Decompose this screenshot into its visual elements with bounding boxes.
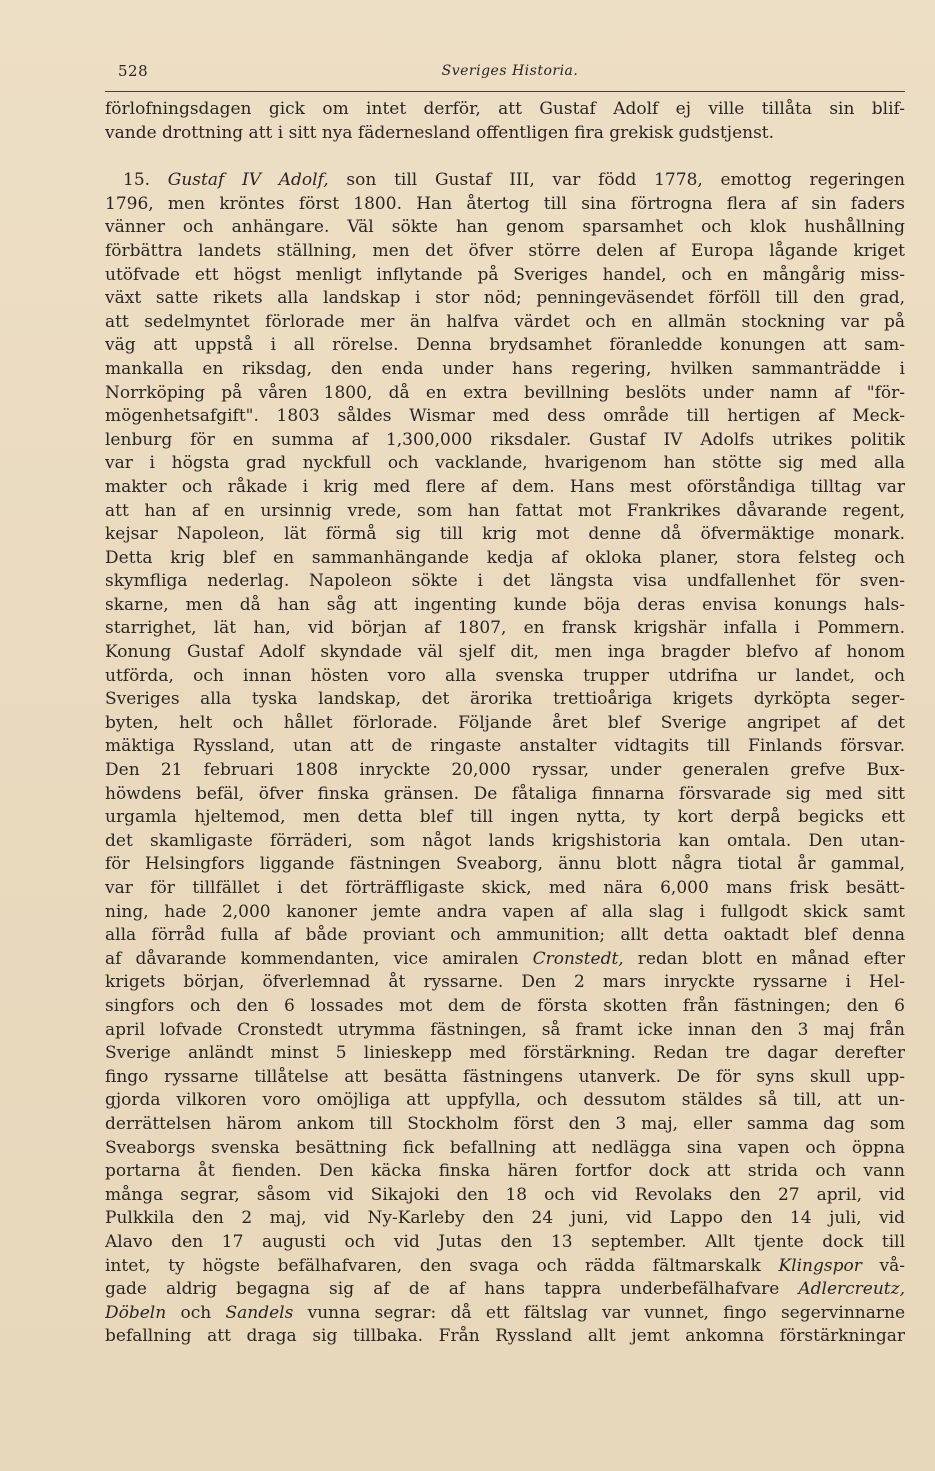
page-number: 528 [118,62,149,80]
text-segment: Detta krig blef en sammanhängande kedja af okloka planer, stora felsteg och [105,547,905,568]
running-title: Sveriges Historia. [441,63,579,79]
text-segment: Norrköping på våren 1800, då en extra bevillning beslöts under namn af "för- [105,382,905,403]
text-line [105,924,905,948]
text-segment: Konung Gustaf Adolf skyndade väl sjelf dit, men inga bragder blefvo af honom [105,642,905,663]
text-segment: ning, hade 2,000 kanoner jemte andra vapen af alla slag i fullgodt skick samt [105,901,905,922]
text-line [105,169,905,193]
text-segment: byten, helt och hållet förlorade. Följande året blef Sverige angripet af det [105,712,905,733]
text-segment: skarne, men då han såg att ingenting kunde böja deras envisa konungs hals- [105,594,905,615]
page-header [118,62,902,86]
text-line [105,311,905,335]
text-line [105,334,905,358]
paragraph-gap [105,145,905,169]
italic-name: Sandels [225,1302,294,1323]
text-line [105,547,905,571]
text-line [105,1113,905,1137]
text-segment: och [166,1302,226,1323]
text-segment: vå- [861,1255,905,1276]
text-line [105,853,905,877]
text-line [105,971,905,995]
text-line [105,877,905,901]
text-line [105,1255,905,1279]
text-segment: var i högsta grad nyckfull och vacklande, hvarigenom han stötte sig med alla [105,453,905,474]
text-segment: många segrar, såsom vid Sikajoki den 18 och vid Revolaks den 27 april, vid [105,1184,905,1205]
text-segment: urgamla hjeltemod, men detta blef till ingen nytta, ty kort derpå begicks ett [105,807,905,828]
text-line [105,570,905,594]
text-line [105,1066,905,1090]
text-segment: det skamligaste förräderi, som något lands krigshistoria kan omtala. Den utan- [105,830,905,851]
text-segment: var för tillfället i det förträffligaste skick, med nära 6,000 mans frisk besätt- [105,878,905,898]
paragraph-2 [105,169,905,1349]
text-line [105,594,905,618]
body-text [105,98,905,1349]
text-segment: mäktiga Ryssland, utan att de ringaste anstalter vidtagits till Finlands försvar. [105,736,905,757]
text-line [105,995,905,1019]
text-segment: utöfvade ett högst menligt inflytande på Sveriges handel, och en mångårig miss- [105,264,905,285]
text-line [105,1019,905,1043]
text-segment: lenburg för en summa af 1,300,000 riksdaler. Gustaf IV Adolfs utrikes politik [105,429,905,450]
text-line [105,1089,905,1113]
text-segment: vunna segrar: då ett fältslag var vunnet, fingo segervinnarne [293,1302,905,1323]
text-line [105,405,905,429]
text-line [105,641,905,665]
italic-name: Cronstedt, [532,948,624,969]
text-line [105,358,905,382]
text-segment: Sveriges alla tyska landskap, det ärorika trettioåriga krigets dyrköpta seger- [105,689,905,710]
text-line [105,665,905,689]
text-segment: för Helsingfors liggande fästningen Sveaborg, ännu blott några tiotal år gammal, [105,854,905,875]
text-line [105,783,905,807]
text-segment: intet, ty högste befälhafvaren, den svaga och rädda fältmarskalk [105,1255,779,1276]
text-segment: Sveaborgs svenska besättning fick befallning att nedlägga sina vapen och öppna [105,1137,905,1158]
text-segment: alla förråd fulla af både proviant och ammunition; allt detta oaktadt blef denna [105,925,905,946]
text-line [105,617,905,641]
text-line [105,901,905,925]
text-segment: gjorda vilkoren voro omöjliga att uppfylla, och dessutom stäldes så till, att un- [105,1090,905,1111]
text-segment: gade aldrig begagna sig af de af hans tappra underbefälhafvare [105,1279,799,1300]
text-segment: starrighet, lät han, vid början af 1807, en fransk krigshär infalla i Pommern. [105,618,905,639]
text-line [105,1278,905,1302]
text-segment: portarna åt fienden. Den käcka finska hären fortfor dock att strida och vann [105,1161,905,1182]
text-segment: förbättra landets ställning, men det öfver större delen af Europa lågande kriget [105,240,905,261]
text-segment: singfors och den 6 lossades mot dem de första skotten från fästningen; den 6 [105,995,905,1016]
header-rule [105,91,905,92]
text-line [105,216,905,240]
text-segment: Pulkkila den 2 maj, vid Ny-Karleby den 24 juni, vid Lappo den 14 juli, vid [105,1208,905,1229]
text-line [105,287,905,311]
text-segment: Den 21 februari 1808 inryckte 20,000 ryssar, under generalen grefve Bux- [105,760,905,781]
text-segment: Sverige anländt minst 5 linieskepp med förstärkning. Redan tre dagar derefter [105,1043,905,1064]
text-line [105,452,905,476]
italic-name: Gustaf IV Adolf, [167,170,329,191]
text-line [105,1042,905,1066]
text-line [105,735,905,759]
text-segment: april lofvade Cronstedt utrymma fästningen, så framt icke innan den 3 maj från [105,1019,905,1040]
text-segment: mankalla en riksdag, den enda under hans regering, hvilken sammanträdde i [105,358,905,379]
text-segment: växt satte rikets alla landskap i stor nöd; penningeväsendet förföll till den grad, [105,288,905,309]
text-line [105,476,905,500]
text-line: vande drottning att i sitt nya fädernesland offentligen fira grekisk gudstjenst. [105,122,775,143]
text-line [105,264,905,288]
italic-name: Döbeln [105,1302,167,1323]
text-line [105,523,905,547]
text-line [105,382,905,406]
text-line [105,1160,905,1184]
text-line: förlofningsdagen gick om intet derför, att Gustaf Adolf ej ville tillåta sin blif- [105,99,905,119]
text-segment: kejsar Napoleon, lät förmå sig till krig mot denne då öfvermäktige monark. [105,524,905,545]
text-segment: skymfliga nederlag. Napoleon sökte i det längsta visa undfallenhet för sven- [105,571,905,592]
text-segment: mögenhetsafgift". 1803 såldes Wismar med dess område till hertigen af Meck- [105,406,905,427]
text-line [105,500,905,524]
text-segment: derrättelsen härom ankom till Stockholm först den 3 maj, eller samma dag som [105,1113,905,1134]
text-segment: krigets början, öfverlemnad åt ryssarne. Den 2 mars inryckte ryssarne i Hel- [105,972,905,993]
text-line [105,1302,905,1326]
text-segment: son till Gustaf III, var född 1778, emottog regeringen [328,170,905,191]
text-line [105,193,905,217]
text-line [105,240,905,264]
text-segment: makter och råkade i krig med flere af dem. Hans mest oförståndiga tilltag var [105,476,905,497]
text-line [105,712,905,736]
text-segment: 15. [123,170,168,191]
text-line [105,948,905,972]
text-line [105,1325,905,1349]
text-segment: redan blott en månad efter [623,948,905,969]
text-segment: att han af en ursinnig vrede, som han fattat mot Frankrikes dåvarande regent, [105,500,905,521]
text-segment: 1796, men kröntes först 1800. Han återtog till sina förtrogna flera af sin faders [105,193,905,214]
text-line [105,1137,905,1161]
text-line [105,1207,905,1231]
text-line [105,759,905,783]
text-line [105,429,905,453]
text-segment: höwdens befäl, öfver finska gränsen. De fåtaliga finnarna försvarade sig med sitt [105,783,905,804]
text-segment: väg att uppstå i all rörelse. Denna brydsamhet föranledde konungen att sam- [105,335,905,356]
text-segment: utförda, och innan hösten voro alla svenska trupper utdrifna ur landet, och [105,665,905,686]
italic-name: Klingspor [778,1255,862,1276]
text-segment: af dåvarande kommendanten, vice amiralen [105,948,533,969]
text-segment: Alavo den 17 augusti och vid Jutas den 13 september. Allt tjente dock till [105,1231,905,1252]
text-line [105,1231,905,1255]
italic-name: Adlercreutz, [798,1279,905,1300]
text-line [105,806,905,830]
text-segment: fingo ryssarne tillåtelse att besätta fästningens utanverk. De för syns skull upp- [105,1066,905,1087]
text-line [105,830,905,854]
text-segment: att sedelmyntet förlorade mer än halfva värdet och en allmän stockning var på [105,311,905,332]
text-line [105,688,905,712]
text-line [105,1184,905,1208]
paragraph-1 [105,98,905,145]
text-segment: vänner och anhängare. Väl sökte han genom sparsamhet och klok hushållning [105,217,905,238]
text-segment: befallning att draga sig tillbaka. Från Ryssland allt jemt ankomna förstärkningar [105,1326,905,1347]
